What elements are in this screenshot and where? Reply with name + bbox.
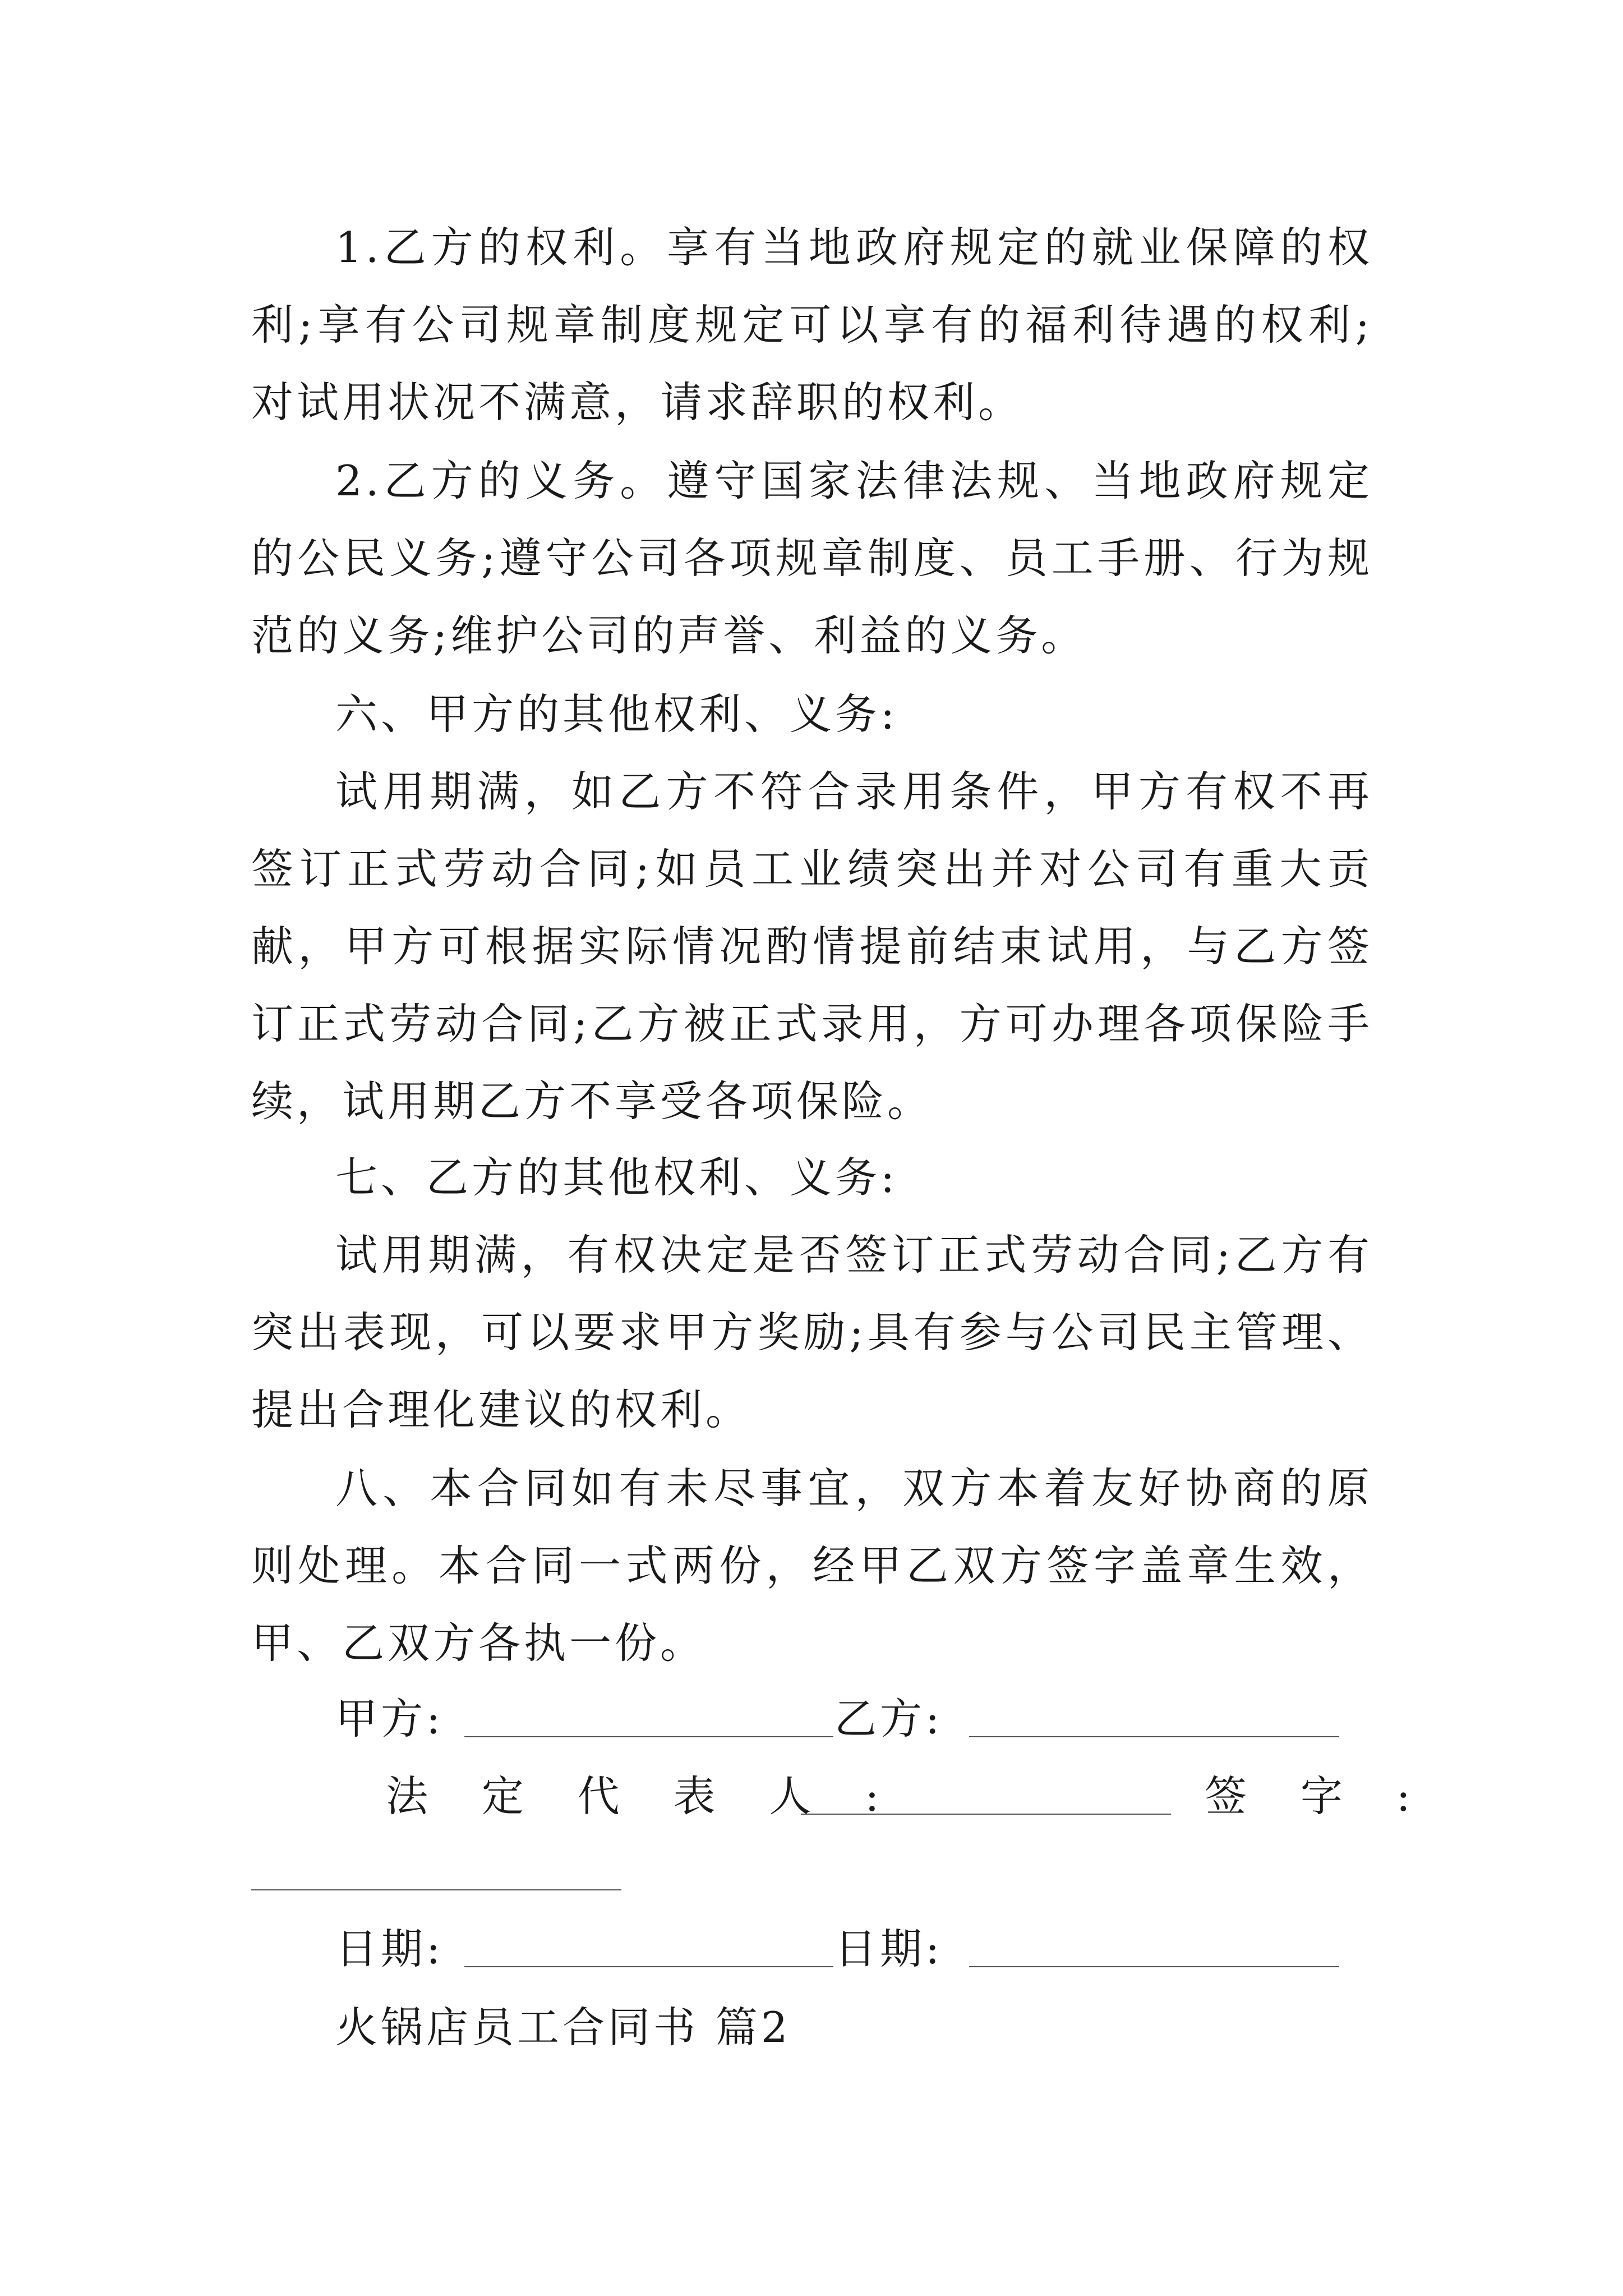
legal-rep-label: 法 定 代 表 人 : <box>386 1772 900 1821</box>
signature-row-representative <box>251 1757 1431 1835</box>
date-a-blank <box>464 1966 833 1967</box>
paragraph-party-a-other: 试用期满，如乙方不符合录用条件，甲方有权不再签订正式劳动合同;如员工业绩突出并对公司有重大贡献，甲方可根据实际情况酌情提前结束试用，与乙方签订正式劳动合同;乙方被正式录用，方可办理各项保险手续，试用期乙方不享受各项保险。 <box>251 767 1373 1126</box>
party-a-blank <box>464 1736 833 1737</box>
paragraph-party-b-other: 试用期满，有权决定是否签订正式劳动合同;乙方有突出表现，可以要求甲方奖励;具有参与公司民主管理、提出合理化建议的权利。 <box>251 1230 1373 1434</box>
sign-label: 签 字 : <box>1205 1772 1431 1821</box>
paragraph-party-b-duties: 2.乙方的义务。遵守国家法律法规、当地政府规定的公民义务;遵守公司各项规章制度、员工手册、行为规范的义务;维护公司的声誉、利益的义务。 <box>251 456 1373 660</box>
section-heading-six: 六、甲方的其他权利、义务: <box>335 689 898 739</box>
party-b-blank <box>969 1736 1339 1737</box>
next-section-title: 火锅店员工合同书 篇2 <box>335 2003 791 2052</box>
paragraph-party-b-rights: 1.乙方的权利。享有当地政府规定的就业保障的权利;享有公司规章制度规定可以享有的福利待遇的权利;对试用状况不满意，请求辞职的权利。 <box>251 223 1373 427</box>
date-b-label: 日期: <box>834 1924 943 1973</box>
sign-blank <box>251 1889 621 1890</box>
paragraph-section-eight: 八、本合同如有未尽事宜，双方本着友好协商的原则处理。本合同一式两份，经甲乙双方签字盖章生效，甲、乙双方各执一份。 <box>251 1464 1373 1668</box>
section-heading-seven: 七、乙方的其他权利、义务: <box>335 1153 898 1202</box>
legal-rep-blank <box>801 1814 1171 1815</box>
signature-row-dates <box>251 1910 1373 1987</box>
date-b-blank <box>969 1966 1339 1967</box>
signature-row-parties <box>251 1680 1373 1757</box>
date-a-label: 日期: <box>335 1924 444 1973</box>
party-b-label: 乙方: <box>834 1694 943 1743</box>
party-a-label: 甲方: <box>335 1694 444 1743</box>
